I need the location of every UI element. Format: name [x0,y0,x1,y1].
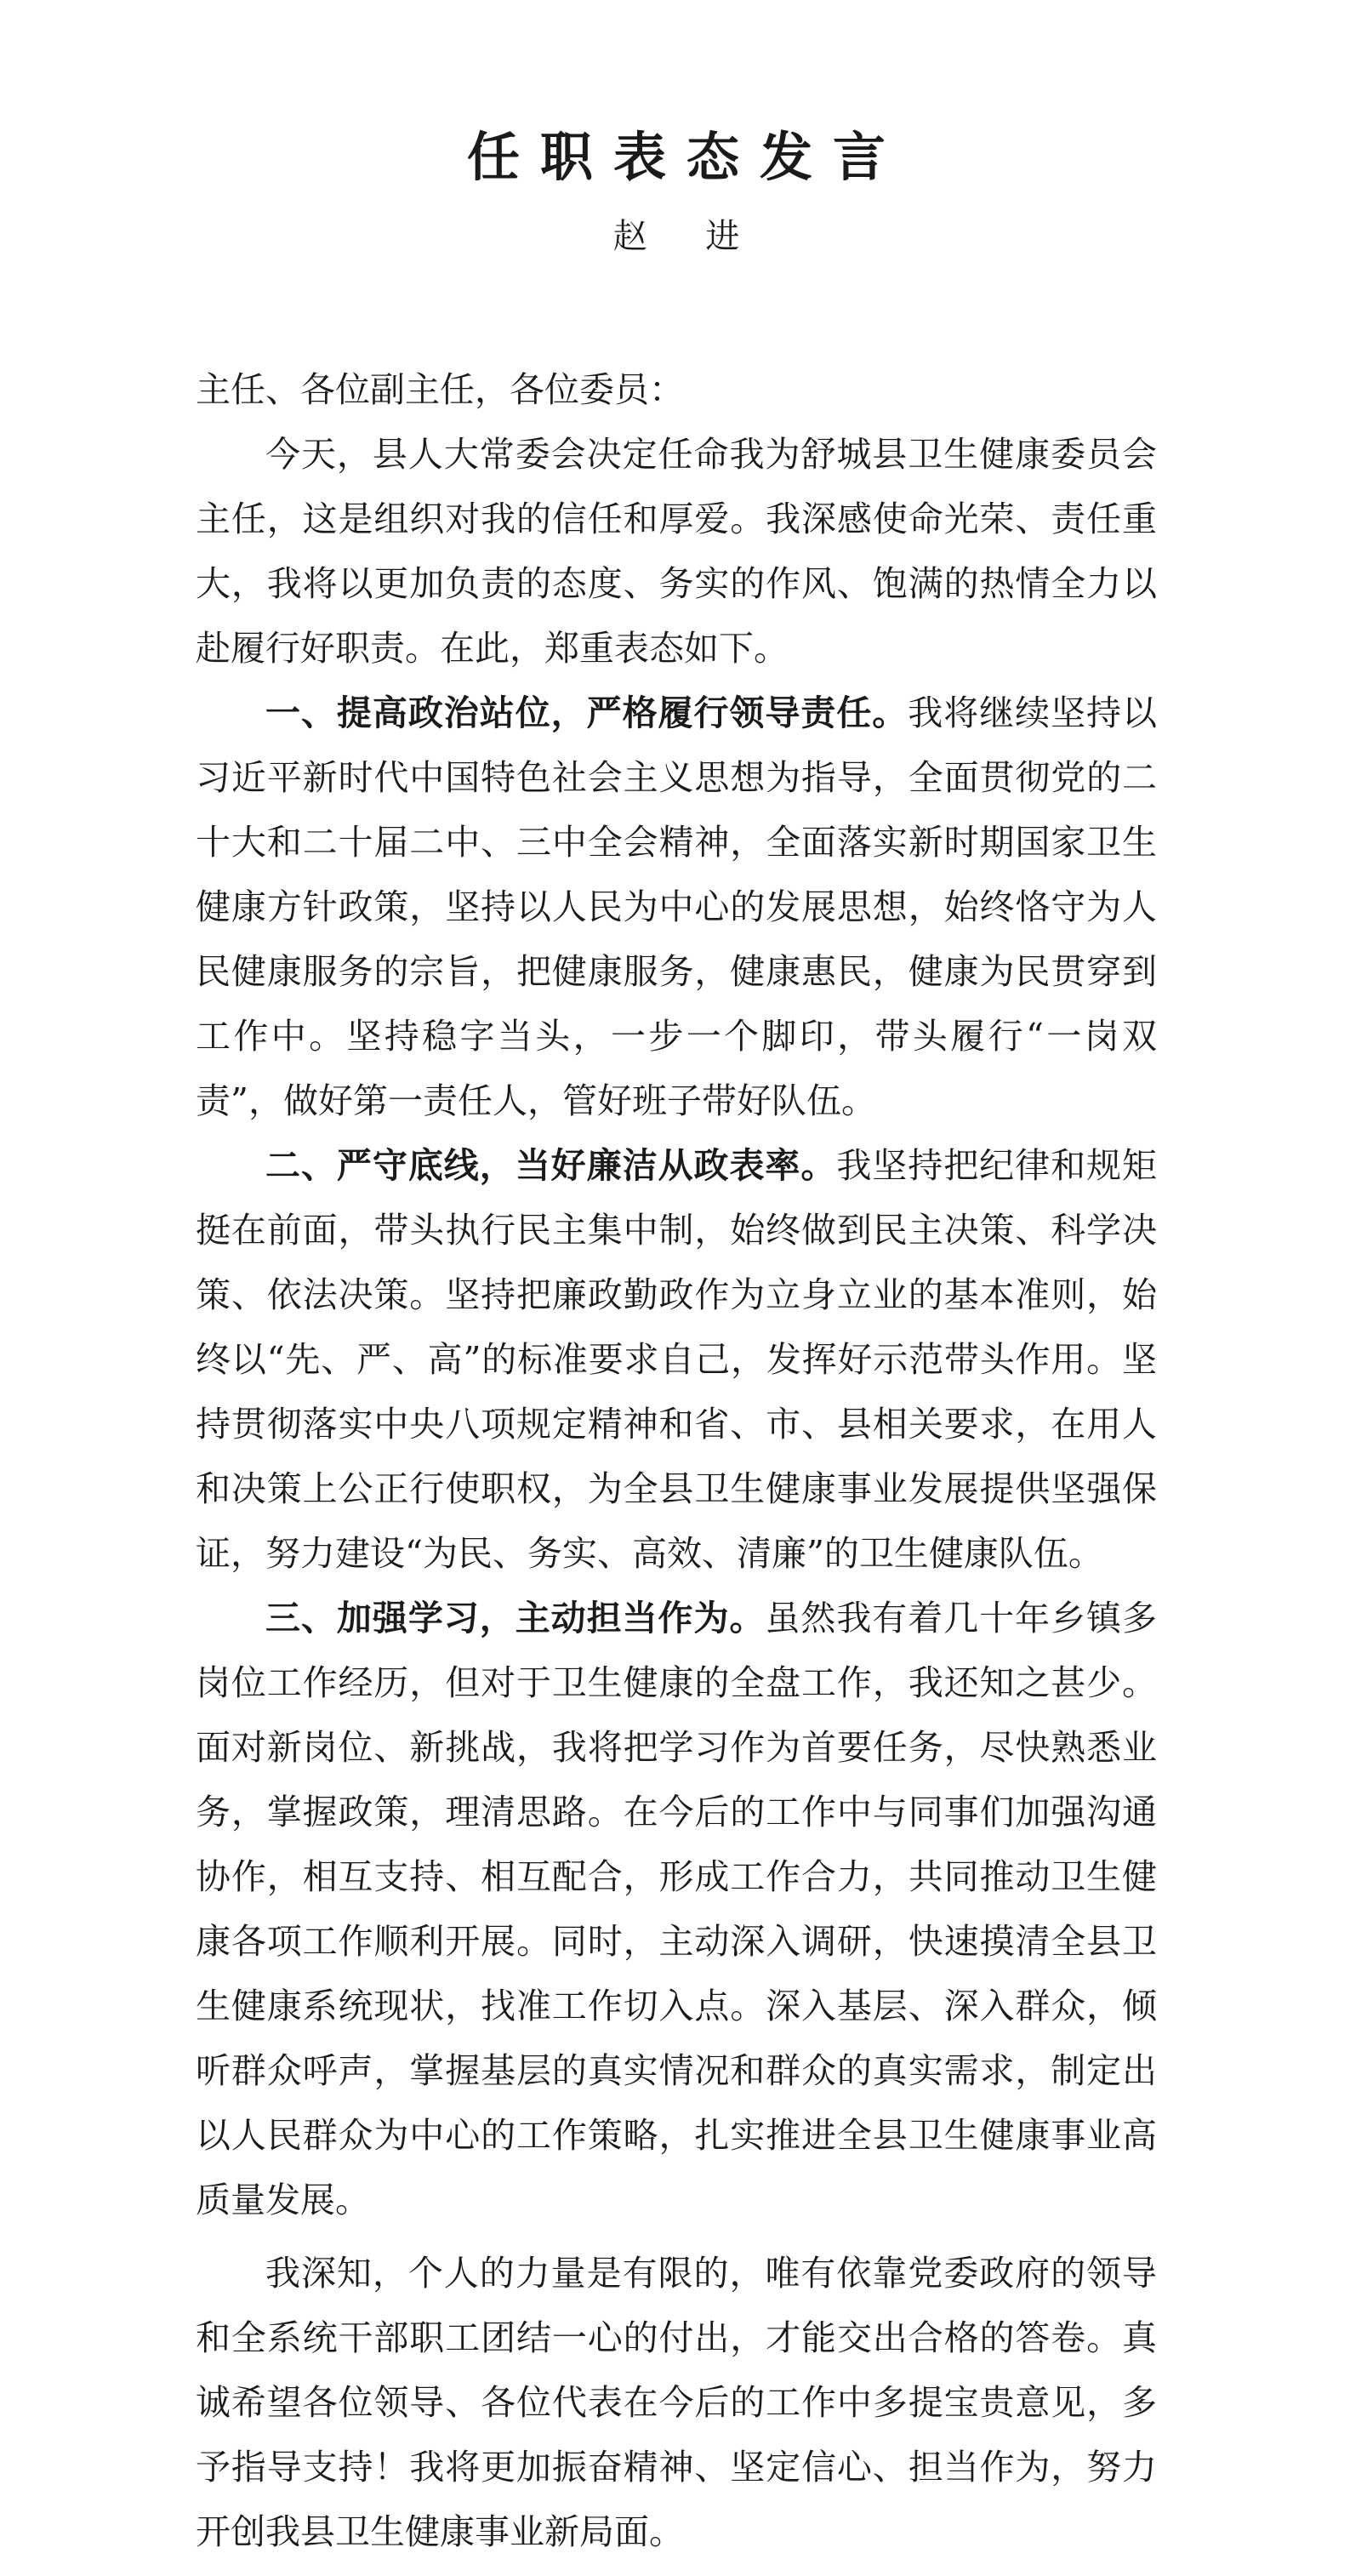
speech-page [196,119,1157,2564]
section-heading-2: 二、严守底线，当好廉洁从政表率。 [265,1145,837,1186]
closing-paragraph: 我深知，个人的力量是有限的，唯有依靠党委政府的领导和全系统干部职工团结一心的付出，才能交出合格的答卷。真诚希望各位领导、各位代表在今后的工作中多提宝贵意见，多予指导支持！我将更加振奋精神、坚定信心、担当作为，努力开创我县卫生健康事业新局面。 [196,2253,1157,2552]
section-body-3: 虽然我有着几十年乡镇多岗位工作经历，但对于卫生健康的全盘工作，我还知之甚少。面对新岗位、新挑战，我将把学习作为首要任务，尽快熟悉业务，掌握政策，理清思路。在今后的工作中与同事们加强沟通协作，相互支持、相互配合，形成工作合力，共同推动卫生健康各项工作顺利开展。同时，主动深入调研，快速摸清全县卫生健康系统现状，找准工作切入点。深入基层、深入群众，倾听群众呼声，掌握基层的真实情况和群众的真实需求，制定出以人民群众为中心的工作策略，扎实推进全县卫生健康事业高质量发展。 [196,1598,1158,2220]
section-heading-3: 三、加强学习，主动担当作为。 [265,1598,766,1638]
document-title: 任职表态发言 [466,126,906,188]
author-name: 赵 进 [612,217,764,256]
section-heading-1: 一、提高政治站位，严格履行领导责任。 [265,692,909,733]
section-body-1: 我将继续坚持以习近平新时代中国特色社会主义思想为指导，全面贯彻党的二十大和二十届二中、三中全会精神，全面落实新时期国家卫生健康方针政策，坚持以人民为中心的发展思想，始终恪守为人民健康服务的宗旨，把健康服务，健康惠民，健康为民贯穿到工作中。坚持稳字当头，一步一个脚印，带头履行“一岗双责”，做好第一责任人，管好班子带好队伍。 [196,692,1157,1121]
section-paragraph-2 [196,1133,1157,1586]
section-paragraph-1 [196,681,1157,1133]
section-paragraph-3 [196,1586,1157,2232]
section-body-2: 我坚持把纪律和规矩挺在前面，带头执行民主集中制，始终做到民主决策、科学决策、依法决策。坚持把廉政勤政作为立身立业的基本准则，始终以“先、严、高”的标准要求自己，发挥好示范带头作用。坚持贯彻落实中央八项规定精神和省、市、县相关要求，在用人和决策上公正行使职权，为全县卫生健康事业发展提供坚强保证，努力建设“为民、务实、高效、清廉”的卫生健康队伍。 [196,1145,1158,1574]
intro-paragraph: 今天，县人大常委会决定任命我为舒城县卫生健康委员会主任，这是组织对我的信任和厚爱。我深感使命光荣、责任重大，我将以更加负责的态度、务实的作风、饱满的热情全力以赴履行好职责。在此，郑重表态如下。 [196,434,1157,669]
salutation: 主任、各位副主任，各位委员： [196,369,684,410]
